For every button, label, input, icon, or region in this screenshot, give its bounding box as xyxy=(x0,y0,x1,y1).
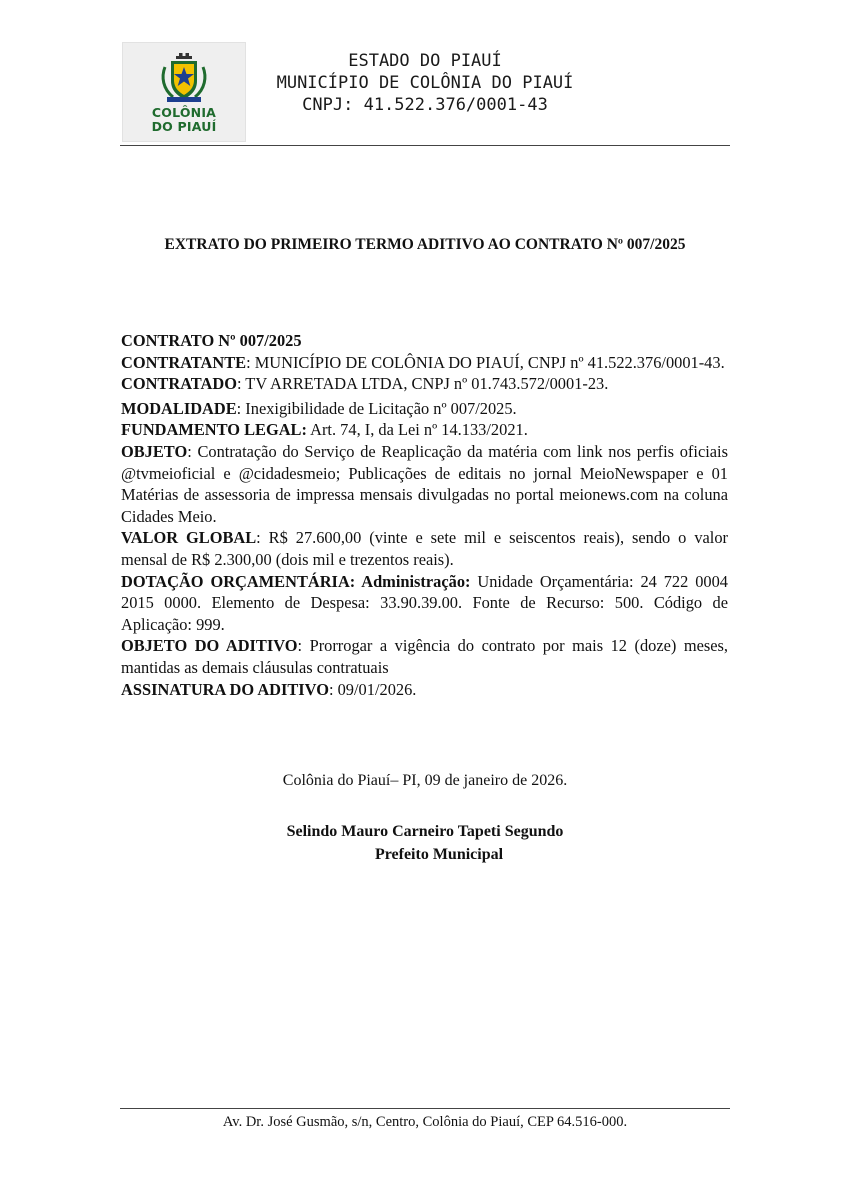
field-fundamento-legal xyxy=(121,419,728,441)
modalidade-label: MODALIDADE xyxy=(121,398,237,418)
field-dotacao xyxy=(121,571,728,636)
dotacao-value: Unidade Orçamentária: 24 722 0004 2015 0000. Elemento de Despesa: 33.90.39.00. Fonte de Recurso: 500. Código de Aplicação: 999. xyxy=(121,571,729,634)
valor-value: : R$ 27.600,00 (vinte e sete mil e seiscentos reais), sendo o valor mensal de R$ 2.300,00 (dois mil e trezentos reais). xyxy=(121,528,729,569)
valor-label: VALOR GLOBAL xyxy=(121,528,257,548)
field-contratado xyxy=(121,373,728,395)
assinatura-value: : 09/01/2026. xyxy=(328,679,417,699)
logo-text-line2: DO PIAUÍ xyxy=(151,119,217,134)
field-modalidade xyxy=(121,398,728,420)
header-cnpj: CNPJ: 41.522.376/0001-43 xyxy=(302,95,548,115)
assinatura-label: ASSINATURA DO ADITIVO xyxy=(121,679,329,699)
footer-address: Av. Dr. José Gusmão, s/n, Centro, Colônia do Piauí, CEP 64.516-000. xyxy=(222,1114,628,1130)
signer-name: Selindo Mauro Carneiro Tapeti Segundo xyxy=(286,823,564,840)
logo-text-line1: COLÔNIA xyxy=(151,105,217,120)
field-contratante xyxy=(121,352,728,374)
field-contrato xyxy=(121,330,728,352)
field-objeto xyxy=(121,441,728,527)
field-valor-global xyxy=(121,527,728,570)
objeto-aditivo-value: : Prorrogar a vigência do contrato por mais 12 (doze) meses, mantidas as demais cláusulas contratuais xyxy=(121,636,728,677)
modalidade-value: : Inexigibilidade de Licitação nº 007/2025. xyxy=(236,398,517,418)
letterhead xyxy=(250,50,600,116)
header-municipality: MUNICÍPIO DE COLÔNIA DO PIAUÍ xyxy=(276,73,574,93)
contratante-value: : MUNICÍPIO DE COLÔNIA DO PIAUÍ, CNPJ nº 41.522.376/0001-43. xyxy=(246,352,725,372)
municipality-logo xyxy=(122,42,246,142)
objeto-value: : Contratação do Serviço de Reaplicação da matéria com link nos perfis oficiais @tvmeioficial e @cidadesmeio; Publicações de editais no jornal MeioNewspaper e 01 Matérias de assessoria de impressa mensais divulgadas no portal meionews.com na coluna Cidades Meio. xyxy=(121,441,728,526)
fundamento-value: Art. 74, I, da Lei nº 14.133/2021. xyxy=(306,420,528,440)
contratante-label: CONTRATANTE xyxy=(121,352,247,372)
contrato-label: CONTRATO Nº 007/2025 xyxy=(121,331,302,350)
document-title: EXTRATO DO PRIMEIRO TERMO ADITIVO AO CONTRATO Nº 007/2025 xyxy=(164,236,686,253)
header-state: ESTADO DO PIAUÍ xyxy=(348,51,502,71)
signature-block xyxy=(120,820,730,866)
dotacao-label: DOTAÇÃO ORÇAMENTÁRIA: Administração: xyxy=(121,571,471,591)
contratado-value: : TV ARRETADA LTDA, CNPJ nº 01.743.572/0001-23. xyxy=(236,374,609,394)
contratado-label: CONTRATADO xyxy=(121,374,237,394)
fundamento-label: FUNDAMENTO LEGAL: xyxy=(121,420,307,440)
field-objeto-aditivo xyxy=(121,635,728,678)
field-assinatura xyxy=(121,679,728,701)
coat-of-arms-icon xyxy=(157,53,211,103)
objeto-aditivo-label: OBJETO DO ADITIVO xyxy=(121,636,298,656)
place-date: Colônia do Piauí– PI, 09 de janeiro de 2026. xyxy=(282,772,568,789)
signer-role: Prefeito Municipal xyxy=(374,846,504,863)
header-divider xyxy=(120,145,730,146)
footer-divider xyxy=(120,1108,730,1109)
document-body xyxy=(121,330,728,700)
objeto-label: OBJETO xyxy=(121,441,188,461)
